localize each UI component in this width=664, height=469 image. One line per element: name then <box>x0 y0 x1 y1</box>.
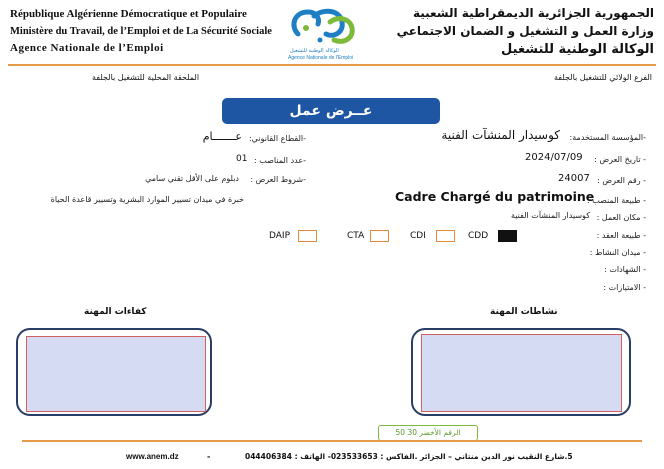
activities-title: نشاطات المهنة <box>490 307 558 317</box>
skills-box[interactable] <box>26 336 206 412</box>
offer-number-value: 24007 <box>558 173 590 184</box>
ministry-name-ar: وزارة العمل و التشغيل و الضمان الاجتماعي <box>396 24 654 38</box>
footer-address: 5.شارع النقيب نور الدين منتاني – الجزائر .الفاكس : 023533653- الهاتف : 044406384 <box>245 452 573 461</box>
workplace-label: - مكان العمل : <box>596 213 646 222</box>
republic-name-ar: الجمهورية الجزائرية الديمقراطية الشعبية <box>412 6 654 20</box>
activities-box[interactable] <box>421 334 622 412</box>
website-link[interactable]: www.anem.dz <box>126 452 179 461</box>
legal-sector-value: عـــــــام <box>202 130 242 143</box>
green-number-badge: الرقم الأخضر 30 50 <box>378 425 478 441</box>
contract-cdi-checkbox[interactable] <box>436 230 455 242</box>
posts-count-value: 01 <box>236 154 248 164</box>
republic-name-fr: République Algérienne Démocratique et Populaire <box>10 8 247 20</box>
posts-count-label: -عدد المناصب : <box>254 156 306 165</box>
workplace-value: كوسيدار المنشآت الفنية <box>510 211 590 220</box>
logo-caption-fr: Agence Nationale de l'Emploi <box>288 55 354 61</box>
contract-cdi-label: CDI <box>410 231 426 241</box>
agency-name-fr: Agence Nationale de l’Emploi <box>10 42 164 54</box>
contract-cdd-checkbox[interactable] <box>498 230 517 242</box>
skills-title: كفاءات المهنة <box>84 307 147 317</box>
employer-value: كوسيدار المنشآت الفنية <box>441 128 560 142</box>
position-label: - طبيعة المنصب : <box>586 196 646 205</box>
activity-field-label: - ميدان النشاط : <box>589 248 646 257</box>
position-value: Cadre Chargé du patrimoine <box>395 189 595 204</box>
contract-cta-label: CTA <box>347 231 365 241</box>
experience-value: خبرة في ميدان تسيير الموارد البشرية وتسيير قاعدة الحياة <box>50 195 244 204</box>
footer-divider <box>22 440 642 442</box>
privileges-label: - الامتيازات : <box>603 283 646 292</box>
certificates-label: - الشهادات : <box>604 265 646 274</box>
offer-conditions-value: دبلوم على الأقل تقني سامي <box>145 174 239 183</box>
anem-logo <box>280 4 370 66</box>
footer-separator: - <box>207 452 211 461</box>
skills-frame <box>16 328 212 416</box>
employer-label: -المؤسسة المستخدمة: <box>569 133 646 142</box>
ministry-name-fr: Ministère du Travail, de l’Emploi et de La Sécurité Sociale <box>10 26 272 37</box>
contract-cta-checkbox[interactable] <box>370 230 389 242</box>
contract-cdd-label: CDD <box>468 231 489 241</box>
activities-frame <box>411 328 631 416</box>
offer-date-value: 2024/07/09 <box>525 152 583 163</box>
local-annex-name: الملحقة المحلية للتشغيل بالجلفة <box>92 73 200 82</box>
offer-title: عــرض عمل <box>222 98 440 124</box>
agency-name-ar: الوكالة الوطنية للتشغيل <box>501 42 654 57</box>
offer-conditions-label: -شروط العرض : <box>250 175 306 184</box>
branch-name: الفرع الولائي للتشغيل بالجلفة <box>554 73 652 82</box>
header-divider <box>8 64 656 66</box>
contract-daip-label: DAIP <box>269 231 291 241</box>
offer-date-label: - تاريخ العرض : <box>594 155 646 164</box>
logo-caption-ar: الوكالة الوطنية للتشغيل <box>290 48 339 54</box>
offer-number-label: - رقم العرض : <box>597 176 646 185</box>
contract-type-label: - طبيعة العقد : <box>596 231 646 240</box>
contract-daip-checkbox[interactable] <box>298 230 317 242</box>
legal-sector-label: -القطاع القانوني: <box>248 134 306 143</box>
anem-logo-icon <box>280 4 370 50</box>
